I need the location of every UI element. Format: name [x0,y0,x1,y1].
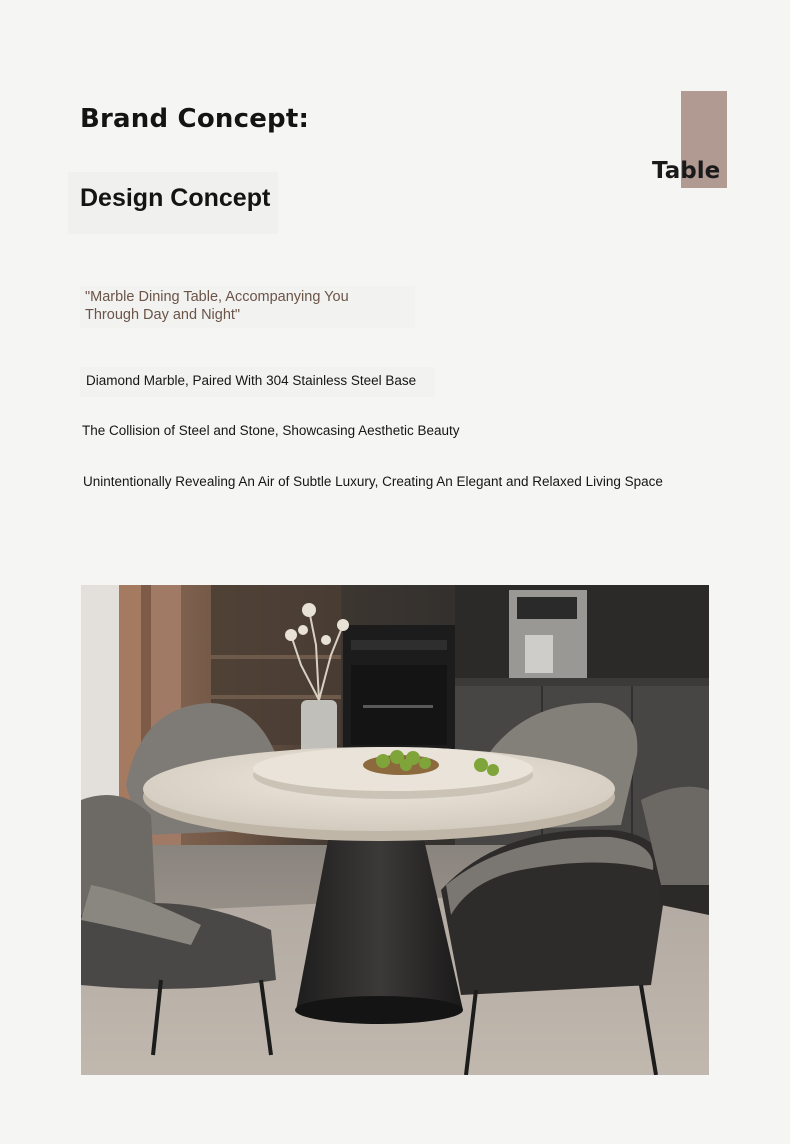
feature-line-steel-stone: The Collision of Steel and Stone, Showcasing Aesthetic Beauty [82,423,460,438]
table-label: Table [652,158,721,184]
feature-line-marble: Diamond Marble, Paired With 304 Stainless Steel Base [86,373,417,388]
brand-concept-title: Brand Concept: [80,104,310,134]
dining-room-photo [81,585,709,1075]
design-concept-title: Design Concept [80,184,271,212]
quote-text: "Marble Dining Table, Accompanying You Through Day and Night" [85,289,349,323]
feature-line-luxury: Unintentionally Revealing An Air of Subtle Luxury, Creating An Elegant and Relaxed Living Space [83,474,663,489]
